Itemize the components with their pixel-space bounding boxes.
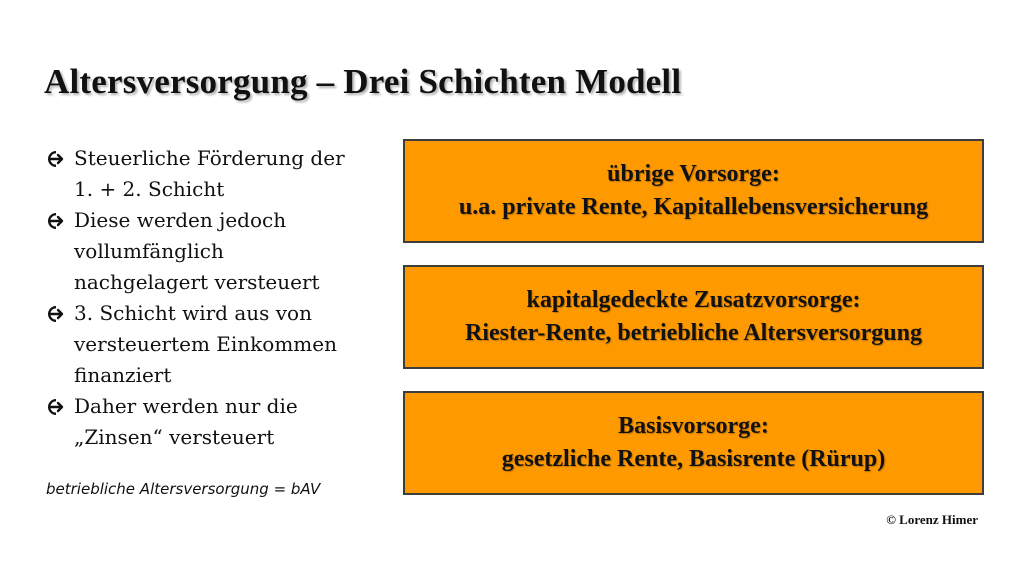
bullet-item xyxy=(46,205,386,298)
layer-heading: Basisvorsorge: xyxy=(618,413,769,439)
bullet-line: „Zinsen“ versteuert xyxy=(74,425,275,449)
layer-detail: u.a. private Rente, Kapitallebensversicherung xyxy=(458,194,929,220)
layer-heading: kapitalgedeckte Zusatzvorsorge: xyxy=(526,287,861,313)
bullet-line: finanziert xyxy=(74,363,172,387)
bullet-line: versteuertem Einkommen xyxy=(74,332,337,356)
bullet-item xyxy=(46,143,386,205)
layer-detail: Riester-Rente, betriebliche Altersversorgung xyxy=(465,320,922,346)
bullet-line: 3. Schicht wird aus von xyxy=(74,301,312,325)
arrow-right-circle-icon xyxy=(46,298,68,329)
layer-detail: gesetzliche Rente, Basisrente (Rürup) xyxy=(501,446,886,472)
bullet-list xyxy=(46,143,386,453)
bullet-item xyxy=(46,391,386,453)
arrow-right-circle-icon xyxy=(46,143,68,174)
layer-heading: übrige Vorsorge: xyxy=(607,161,780,187)
layer-box-private xyxy=(403,139,984,243)
bullet-line: nachgelagert versteuert xyxy=(74,270,320,294)
bullet-line: Diese werden jedoch xyxy=(74,208,287,232)
arrow-right-circle-icon xyxy=(46,205,68,236)
layer-box-basic xyxy=(403,391,984,495)
copyright-notice: © Lorenz Himer xyxy=(886,512,978,527)
layer-box-supplementary xyxy=(403,265,984,369)
footnote: betriebliche Altersversorgung = bAV xyxy=(46,480,321,498)
slide-title: Altersversorgung – Drei Schichten Modell xyxy=(44,62,682,101)
bullet-line: Steuerliche Förderung der xyxy=(74,146,345,170)
bullet-line: vollumfänglich xyxy=(74,239,224,263)
bullet-item xyxy=(46,298,386,391)
bullet-line: Daher werden nur die xyxy=(74,394,298,418)
arrow-right-circle-icon xyxy=(46,391,68,422)
bullet-line: 1. + 2. Schicht xyxy=(74,177,225,201)
